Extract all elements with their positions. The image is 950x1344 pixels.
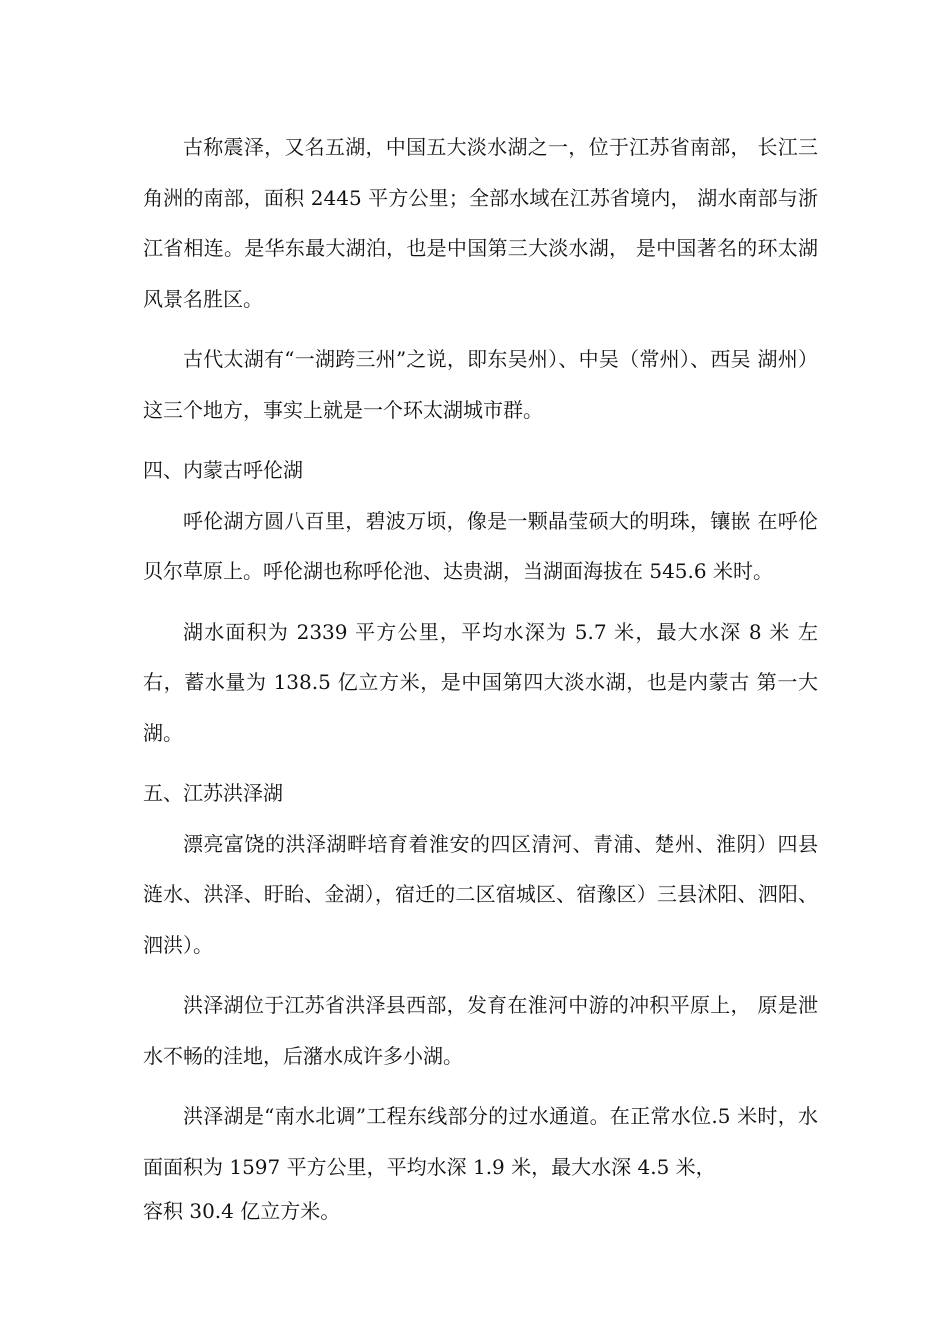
paragraph-hulun-intro: 呼伦湖方圆八百里，碧波万顷，像是一颗晶莹硕大的明珠，镶嵌 在呼伦贝尔草原上。呼伦湖也称呼伦池、达贵湖，当湖面海拔在 545.6 米时。 <box>143 508 818 583</box>
paragraph-taihu-intro: 古称震泽，又名五湖，中国五大淡水湖之一，位于江苏省南部， 长江三角洲的南部，面积 2445 平方公里；全部水域在江苏省境内， 湖水南部与浙江省相连。是华东最大湖泊，也是中国第三大淡水湖， 是中国著名的环太湖风景名胜区。 <box>143 135 818 311</box>
paragraph-hongze-water-line2: 容积 30.4 亿立方米。 <box>143 1199 341 1223</box>
paragraph-hongze-water-line1: 洪泽湖是“南水北调”工程东线部分的过水通道。在正常水位.5 米时，水面面积为 1597 平方公里，平均水深 1.9 米，最大水深 4.5 米， <box>143 1104 818 1179</box>
paragraph-hongze-water <box>143 1091 818 1230</box>
paragraph-hulun-area: 湖水面积为 2339 平方公里，平均水深为 5.7 米，最大水深 8 米 左右，蓄水量为 138.5 亿立方米，是中国第四大淡水湖，也是内蒙古 第一大湖。 <box>143 619 818 745</box>
paragraph-taihu-history: 古代太湖有“一湖跨三州”之说，即东吴州）、中吴（常州）、西吴 湖州）这三个地方，事实上就是一个环太湖城市群。 <box>143 347 818 422</box>
paragraph-hongze-location: 洪泽湖位于江苏省洪泽县西部，发育在淮河中游的冲积平原上， 原是泄水不畅的洼地，后潴水成许多小湖。 <box>143 993 818 1068</box>
paragraph-hongze-region: 漂亮富饶的洪泽湖畔培育着淮安的四区清河、青浦、楚州、淮阴）四县涟水、洪泽、盱眙、金湖），宿迁的二区宿城区、宿豫区）三县沭阳、泗阳、泗洪）。 <box>143 831 818 957</box>
section-heading-hongze: 五、江苏洪泽湖 <box>143 781 283 805</box>
section-heading-hulun: 四、内蒙古呼伦湖 <box>143 458 303 482</box>
document-body <box>143 122 818 1230</box>
